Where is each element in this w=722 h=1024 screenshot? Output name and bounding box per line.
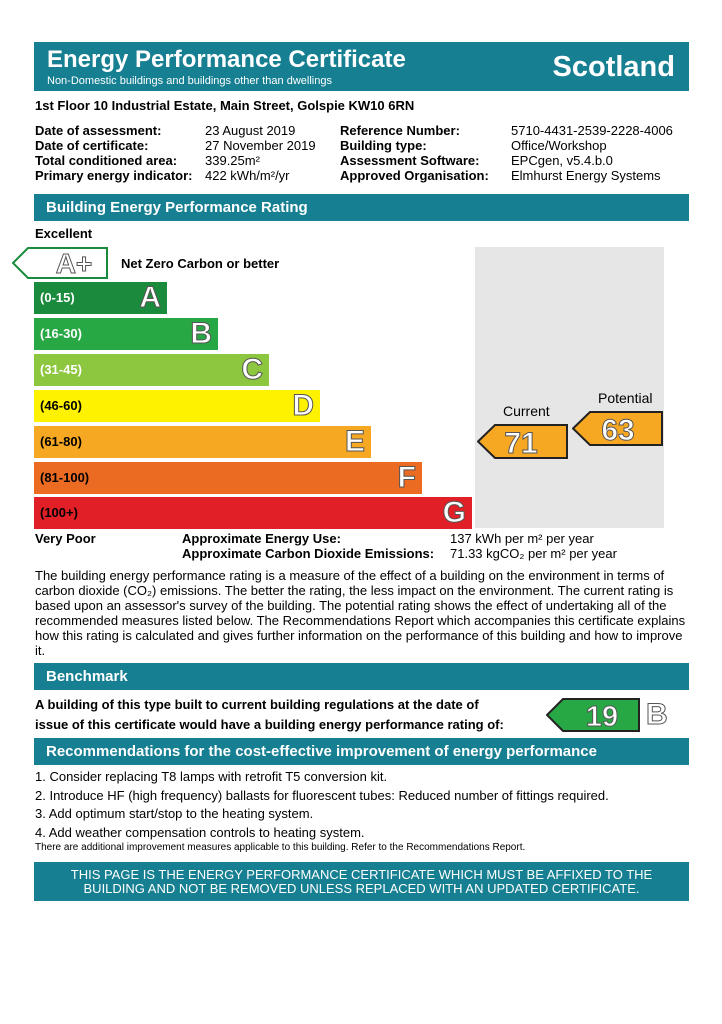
certificate-subtitle: Non-Domestic buildings and buildings other than dwellings — [47, 75, 332, 87]
band-range: (31-45) — [40, 362, 82, 377]
list-item: 4. Add weather compensation controls to heating system. — [35, 824, 365, 840]
band-range: (61-80) — [40, 434, 82, 449]
recommendations-heading — [34, 738, 689, 765]
detail-label: Date of assessment: — [35, 123, 162, 138]
detail-label: Approved Organisation: — [340, 168, 489, 183]
benchmark-heading-text: Benchmark — [46, 668, 128, 685]
band-letter: G — [442, 496, 466, 529]
detail-value: Office/Workshop — [511, 138, 607, 153]
details-right-labels — [340, 123, 489, 183]
excellent-label: Excellent — [35, 226, 93, 241]
list-item: 2. Introduce HF (high frequency) ballasts for fluorescent tubes: Reduced number of fittings required. — [35, 787, 609, 803]
aplus-arrow — [12, 247, 108, 279]
band-letter: C — [241, 353, 263, 386]
detail-label: Assessment Software: — [340, 153, 480, 168]
list-item: 1. Consider replacing T8 lamps with retrofit T5 conversion kit. — [35, 769, 388, 784]
detail-value: 422 kWh/m²/yr — [205, 168, 290, 183]
band-range: (46-60) — [40, 398, 82, 413]
rating-heading-text: Building Energy Performance Rating — [46, 199, 308, 216]
very-poor-label: Very Poor — [35, 531, 96, 546]
band-range: (0-15) — [40, 290, 75, 305]
energy-labels — [182, 531, 434, 561]
certificate-footer — [34, 862, 689, 901]
detail-label: Total conditioned area: — [35, 153, 178, 168]
detail-value: 27 November 2019 — [205, 138, 316, 153]
detail-label: Primary energy indicator: — [35, 168, 193, 183]
detail-label: Reference Number: — [340, 123, 460, 138]
detail-label: Date of certificate: — [35, 138, 149, 153]
potential-rating-value: 63 — [601, 414, 635, 446]
aplus-letter: A+ — [55, 248, 93, 279]
energy-use-label: Approximate Energy Use: — [182, 531, 341, 546]
recommendations-list — [35, 768, 609, 842]
band-f — [34, 462, 422, 494]
current-rating-arrow — [477, 424, 569, 459]
net-zero-label: Net Zero Carbon or better — [121, 256, 280, 271]
benchmark-heading — [34, 663, 689, 690]
benchmark-text-line: issue of this certificate would have a building energy performance rating of: — [35, 717, 504, 732]
band-g — [34, 497, 472, 529]
detail-value: 23 August 2019 — [205, 123, 296, 138]
list-item: 3. Add optimum start/stop to the heating system. — [35, 806, 314, 821]
detail-value: Elmhurst Energy Systems — [511, 168, 661, 183]
benchmark-value: 19 — [585, 701, 619, 732]
current-label: Current — [503, 403, 550, 419]
rating-section-heading — [34, 194, 689, 221]
band-c — [34, 354, 269, 386]
detail-value: 5710-4431-2539-2228-4006 — [511, 123, 673, 138]
recommendations-heading-text: Recommendations for the cost-effective improvement of energy performance — [46, 743, 597, 760]
benchmark-text — [35, 695, 535, 735]
co2-label: Approximate Carbon Dioxide Emissions: — [182, 546, 435, 561]
detail-value: EPCgen, v5.4.b.0 — [511, 153, 613, 168]
property-address: 1st Floor 10 Industrial Estate, Main Street, Golspie KW10 6RN — [35, 98, 415, 113]
rating-arrows-panel — [475, 247, 664, 528]
energy-values — [450, 531, 617, 561]
region-label: Scotland — [552, 51, 675, 83]
band-b — [34, 318, 218, 350]
band-range: (100+) — [40, 505, 78, 520]
co2-value: 71.33 kgCO₂ per m² per year — [450, 546, 617, 561]
benchmark-arrow — [546, 698, 641, 732]
energy-use-value: 137 kWh per m² per year — [450, 531, 594, 546]
band-letter: A — [139, 281, 161, 314]
band-letter: B — [190, 317, 212, 350]
rating-description: The building energy performance rating is a measure of the effect of a building on the environment in terms of carbon dioxide (CO₂) emissions. The better the rating, the less impact on the environment. The current rating is based upon an assessor's survey of the building. The potential rating shows the effect of undertaking all of the recommended measures listed below. The Recommendations Report which accompanies this certificate explains how this rating is calculated and gives further information on the performance of this building and how to improve it. — [35, 568, 686, 658]
details-left-labels — [35, 123, 193, 183]
band-letter: E — [344, 425, 365, 458]
band-a — [34, 282, 167, 314]
details-left-values — [205, 123, 316, 183]
certificate-title: Energy Performance Certificate — [47, 46, 406, 73]
band-letter: F — [397, 461, 416, 494]
band-e — [34, 426, 371, 458]
band-d — [34, 390, 320, 422]
potential-label: Potential — [598, 390, 653, 406]
benchmark-letter: B — [646, 698, 668, 731]
recommendations-note: There are additional improvement measures applicable to this building. Refer to the Recommendations Report. — [35, 842, 526, 853]
band-letter: D — [292, 389, 314, 422]
band-range: (81-100) — [40, 470, 90, 485]
detail-value: 339.25m² — [205, 153, 260, 168]
current-rating-value: 71 — [504, 427, 538, 459]
detail-label: Building type: — [340, 138, 427, 153]
certificate-header — [34, 42, 689, 91]
benchmark-text-line: A building of this type built to current building regulations at the date of — [35, 697, 479, 712]
footer-text: THIS PAGE IS THE ENERGY PERFORMANCE CERTIFICATE WHICH MUST BE AFFIXED TO THE BUILDING AND NOT BE REMOVED UNLESS REPLACED WITH AN UPDATED CERTIFICATE. — [70, 867, 653, 896]
potential-rating-arrow — [572, 411, 664, 446]
band-range: (16-30) — [40, 326, 82, 341]
details-right-values — [511, 123, 673, 183]
